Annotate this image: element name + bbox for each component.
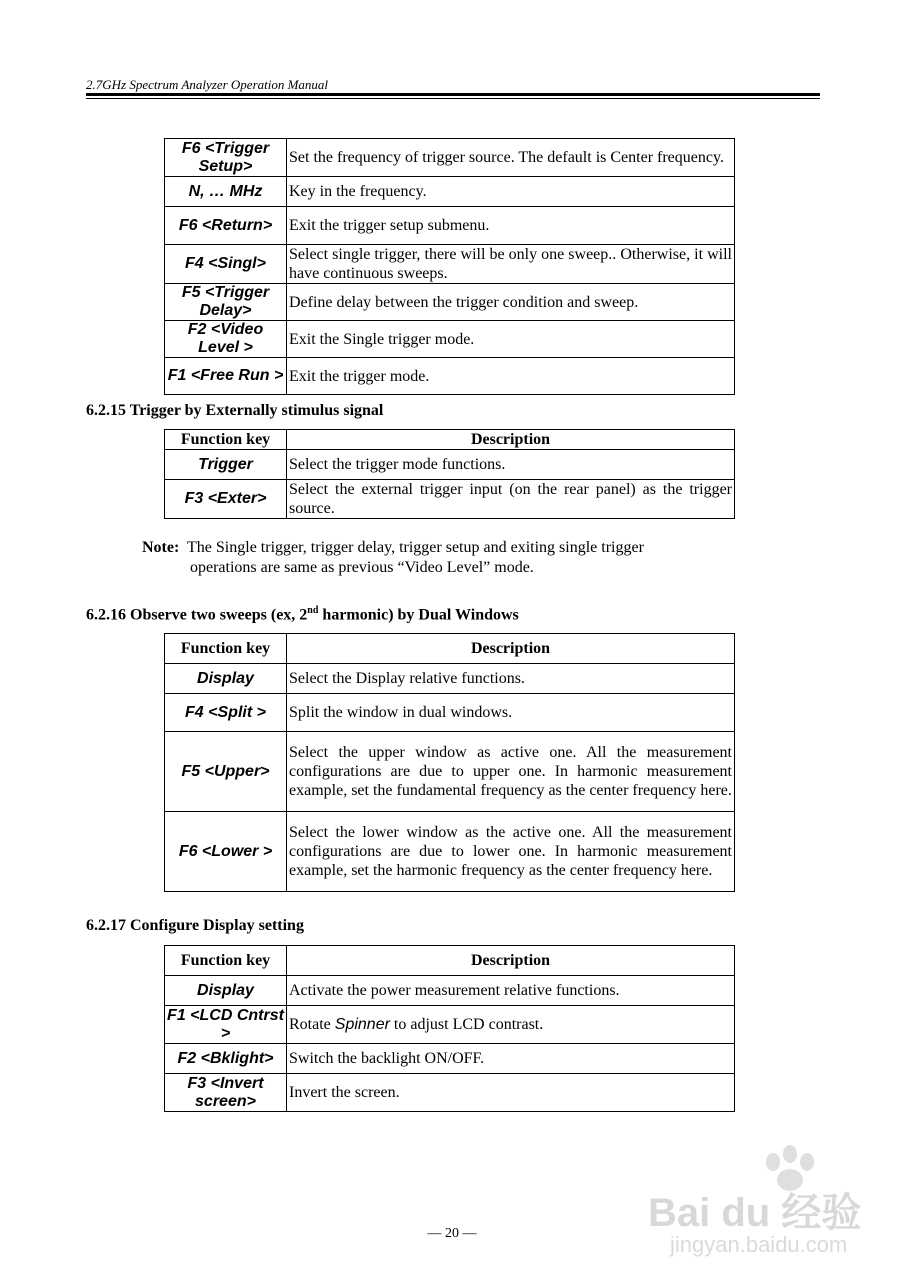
running-header: 2.7GHz Spectrum Analyzer Operation Manual [86, 77, 329, 92]
description: Define delay between the trigger condition and sweep. [287, 284, 735, 321]
table-row [165, 207, 735, 245]
function-key: F3 <Exter> [165, 480, 287, 519]
function-key: N, … MHz [165, 177, 287, 207]
table-row [165, 694, 735, 732]
section-heading-6216 [86, 605, 519, 624]
description: Key in the frequency. [287, 177, 735, 207]
description [287, 1006, 735, 1044]
table-row [165, 976, 735, 1006]
table-row [165, 664, 735, 694]
table-row [165, 358, 735, 395]
heading-superscript: nd [307, 605, 319, 616]
function-key: F6 <Lower > [165, 812, 287, 892]
header-rule-thick [86, 93, 820, 96]
description: Invert the screen. [287, 1074, 735, 1112]
heading-text: 6.2.16 Observe two sweeps (ex, 2 [86, 606, 308, 624]
section-heading-6217: 6.2.17 Configure Display setting [86, 917, 304, 934]
note-text-line1: The Single trigger, trigger delay, trigger setup and exiting single trigger [187, 539, 644, 556]
function-key: F2 <Bklight> [165, 1044, 287, 1074]
watermark-url: jingyan.baidu.com [670, 1232, 848, 1257]
function-key: F5 <Upper> [165, 732, 287, 812]
description: Activate the power measurement relative functions. [287, 976, 735, 1006]
description: Select the lower window as the active one. All the measurement configurations are due to lower one. In harmonic measurement example, set the harmonic frequency as the center frequency here. [287, 812, 735, 892]
description: Select the trigger mode functions. [287, 450, 735, 480]
function-key: F4 <Split > [165, 694, 287, 732]
note-paragraph [142, 538, 792, 578]
function-key: F1 <Free Run > [165, 358, 287, 395]
spinner-term: Spinner [334, 1016, 390, 1033]
note-label: Note: [142, 539, 180, 556]
table-row [165, 812, 735, 892]
heading-text-end: harmonic) by Dual Windows [318, 606, 519, 624]
description: Select the Display relative functions. [287, 664, 735, 694]
description-text: Rotate [289, 1016, 335, 1033]
table-row [165, 1074, 735, 1112]
description: Switch the backlight ON/OFF. [287, 1044, 735, 1074]
function-key: Trigger [165, 450, 287, 480]
table-row [165, 450, 735, 480]
function-key: F1 <LCD Cntrst > [165, 1006, 287, 1044]
display-setting-table [164, 945, 735, 1112]
column-header-description: Description [287, 634, 735, 664]
description-text-end: to adjust LCD contrast. [389, 1016, 544, 1033]
watermark-brand: Bai du 经验 [648, 1191, 862, 1235]
description: Exit the Single trigger mode. [287, 321, 735, 358]
column-header-function-key: Function key [165, 430, 287, 450]
function-key: F6 <Trigger Setup> [165, 139, 287, 177]
page-number: — 20 — [427, 1226, 477, 1241]
note-text-line2: operations are same as previous “Video Level” mode. [190, 559, 534, 576]
function-key: F3 <Invert screen> [165, 1074, 287, 1112]
function-key: F5 <Trigger Delay> [165, 284, 287, 321]
table-row [165, 177, 735, 207]
header-rule-thin [86, 98, 820, 99]
function-key: Display [165, 664, 287, 694]
description: Exit the trigger setup submenu. [287, 207, 735, 245]
function-key: F4 <Singl> [165, 245, 287, 284]
table-row [165, 284, 735, 321]
table-row [165, 139, 735, 177]
table-row [165, 1006, 735, 1044]
column-header-description: Description [287, 430, 735, 450]
description: Exit the trigger mode. [287, 358, 735, 395]
table-row [165, 321, 735, 358]
description: Split the window in dual windows. [287, 694, 735, 732]
function-key: Display [165, 976, 287, 1006]
table-row [165, 480, 735, 519]
function-key: F6 <Return> [165, 207, 287, 245]
table-header-row [165, 430, 735, 450]
description: Select the upper window as active one. All the measurement configurations are due to upper one. In harmonic measurement example, set the fundamental frequency as the center frequency here. [287, 732, 735, 812]
table-header-row [165, 634, 735, 664]
description: Select the external trigger input (on the rear panel) as the trigger source. [287, 480, 735, 519]
trigger-setup-table [164, 138, 735, 395]
table-row [165, 732, 735, 812]
description: Set the frequency of trigger source. The default is Center frequency. [287, 139, 735, 177]
baidu-watermark [640, 1140, 870, 1260]
table-row [165, 245, 735, 284]
dual-windows-table [164, 633, 735, 892]
column-header-description: Description [287, 946, 735, 976]
table-header-row [165, 946, 735, 976]
function-key: F2 <Video Level > [165, 321, 287, 358]
column-header-function-key: Function key [165, 946, 287, 976]
column-header-function-key: Function key [165, 634, 287, 664]
section-heading-6215: 6.2.15 Trigger by Externally stimulus signal [86, 402, 384, 419]
table-row [165, 1044, 735, 1074]
description: Select single trigger, there will be only one sweep.. Otherwise, it will have continuous sweeps. [287, 245, 735, 284]
external-trigger-table [164, 429, 735, 519]
